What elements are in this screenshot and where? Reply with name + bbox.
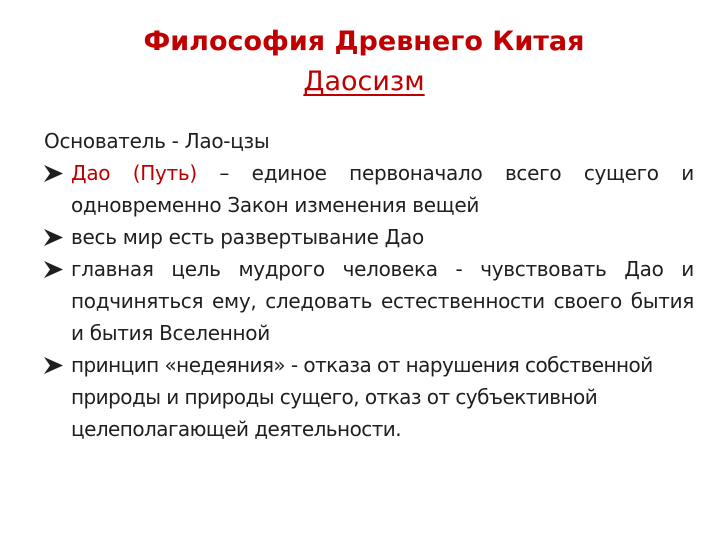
bullet-text: – единое первоначало всего сущего и одновременно Закон изменения вещей — [71, 161, 694, 217]
arrowhead-bullet-icon — [44, 221, 66, 253]
arrowhead-bullet-icon — [44, 253, 66, 285]
bullet-item-principle — [44, 349, 694, 445]
slide-subtitle: Даосизм — [303, 66, 425, 97]
dao-term: Дао (Путь) — [71, 161, 197, 185]
bullet-item-goal — [44, 253, 694, 349]
bullet-text: главная цель мудрого человека - чувствовать Дао и подчиняться ему, следовать естественности своего бытия и бытия Вселенной — [71, 257, 694, 345]
title-block — [0, 22, 720, 102]
arrowhead-bullet-icon — [44, 349, 66, 381]
slide-body — [44, 125, 694, 445]
bullet-text: весь мир есть развертывание Дао — [71, 225, 424, 249]
bullet-item-world — [44, 221, 694, 253]
slide-title: Философия Древнего Китая — [143, 26, 585, 57]
bullet-list — [44, 157, 694, 445]
bullet-item-dao — [44, 157, 694, 221]
founder-line: Основатель - Лао-цзы — [44, 129, 270, 153]
arrowhead-bullet-icon — [44, 157, 66, 189]
bullet-text: принцип «недеяния» - отказа от нарушения собственной природы и природы сущего, отказ от субъективной целеполагающей деятельности. — [71, 353, 653, 441]
